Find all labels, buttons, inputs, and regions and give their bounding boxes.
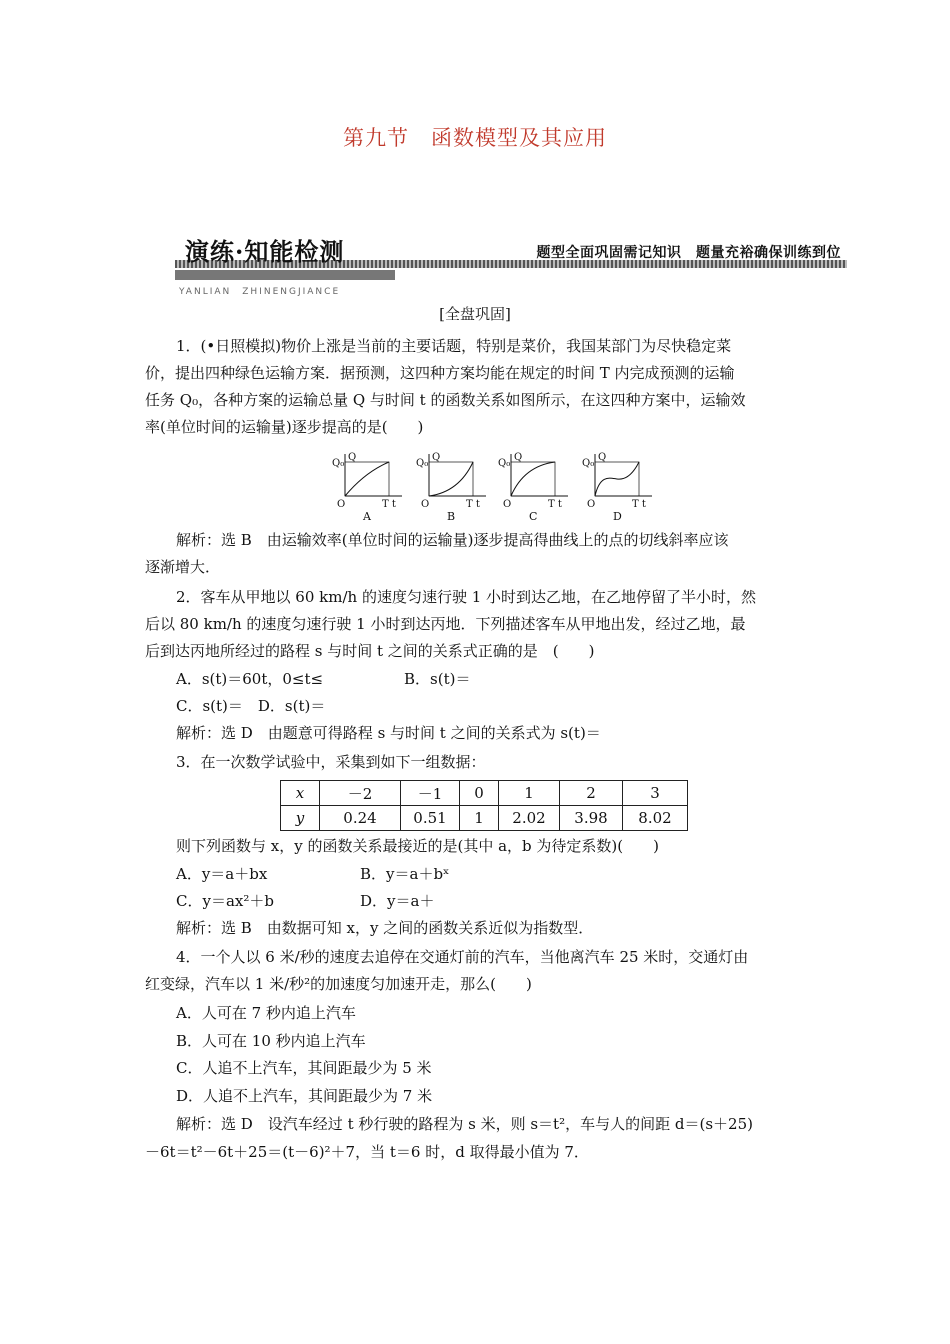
data-table [280,780,688,831]
graph-label: O [503,499,512,510]
q4-line: 4．一个人以 6 米/秒的速度去追停在交通灯前的汽车，当他离汽车 25 米时，交通灯由 [176,948,749,966]
banner-slogan: 题型全面巩固需记知识 题量充裕确保训练到位 [536,245,841,261]
q3-intro: 3．在一次数学试验中，采集到如下一组数据： [176,753,486,771]
graph-c [498,452,568,523]
graph-label: Q [348,452,357,463]
q2-option-b: B．s(t)＝ [404,670,471,688]
q4-answer: －6t＝t²－6t＋25＝(t－6)²＋7，当 t＝6 时，d 取得最小值为 7． [145,1143,589,1161]
graph-label: Q₀ [498,458,511,469]
table-cell: 3.98 [560,806,623,831]
table-cell: 8.02 [623,806,688,831]
table-cell: 2.02 [499,806,560,831]
q3-answer: 解析：选 B 由数据可知 x，y 之间的函数关系近似为指数型． [176,919,594,937]
q2-option-a: A．s(t)＝60t，0≤t≤ [176,670,324,688]
q4-option: A．人可在 7 秒内追上汽车 [176,1004,356,1022]
banner-subtitle: YANLIAN ZHINENGJIANCE [179,287,341,297]
q4-line: 红变绿，汽车以 1 米/秒²的加速度匀加速开走，那么( ) [145,975,532,993]
q1-answer: 解析：选 B 由运输效率(单位时间的运输量)逐步提高得曲线上的点的切线斜率应该 [176,531,729,549]
q3-option-a: A．y＝a＋bx [176,865,268,883]
table-cell: 0.24 [320,806,401,831]
graph-option: C [529,510,538,523]
q2-answer: 解析：选 D 由题意可得路程 s 与时间 t 之间的关系式为 s(t)＝ [176,724,601,742]
table-cell: －2 [320,781,401,806]
q3-option-d: D．y＝a＋ [360,892,435,910]
q2-line: 后到达丙地所经过的路程 s 与时间 t 之间的关系式正确的是 ( ) [145,642,595,660]
q4-option: D．人追不上汽车，其间距最少为 7 米 [176,1087,433,1105]
graph-label: Q [598,452,607,463]
graph-label: O [421,499,430,510]
q3-option-c: C．y＝ax²＋b [176,892,274,910]
q4-answer: 解析：选 D 设汽车经过 t 秒行驶的路程为 s 米，则 s＝t²，车与人的间距 d＝(s＋25) [176,1115,753,1133]
section-banner [175,230,847,297]
graph-option: A [363,510,371,523]
table-cell: －1 [401,781,460,806]
graph-label: T t [382,499,396,510]
table-cell: x [281,781,320,806]
q4-option: C．人追不上汽车，其间距最少为 5 米 [176,1059,432,1077]
graph-label: T t [548,499,562,510]
graph-label: Q₀ [332,458,345,469]
q1-line: 任务 Q₀，各种方案的运输总量 Q 与时间 t 的函数关系如图所示，在这四种方案中，运输效 [145,391,746,409]
banner-bar-dark [175,270,395,280]
q4-option: B．人可在 10 秒内追上汽车 [176,1032,366,1050]
q2-line: 2．客车从甲地以 60 km/h 的速度匀速行驶 1 小时到达乙地，在乙地停留了半小时，然 [176,588,757,606]
table-cell: 3 [623,781,688,806]
table-cell: 0 [460,781,499,806]
table-row [281,781,688,806]
q1-answer: 逐渐增大． [145,558,221,576]
graph-label: Q₀ [416,458,429,469]
graph-option: B [447,510,456,523]
graph-label: O [587,499,596,510]
q1-graphs [330,452,660,524]
graph-option: D [613,510,622,523]
graph-label: Q₀ [582,458,595,469]
table-cell: 0.51 [401,806,460,831]
table-cell: 2 [560,781,623,806]
page-title: 第九节 函数模型及其应用 [343,126,607,150]
table-cell: y [281,806,320,831]
banner-title: 演练·知能检测 [185,237,345,266]
graph-label: T t [466,499,480,510]
q3-question: 则下列函数与 x，y 的函数关系最接近的是(其中 a，b 为待定系数)( ) [176,837,659,855]
graph-b [416,452,486,523]
q3-option-b: B．y＝a＋bˣ [360,865,450,883]
q2-line: 后以 80 km/h 的速度匀速行驶 1 小时到达丙地．下列描述客车从甲地出发，经过乙地，最 [145,615,746,633]
q1-line: 率(单位时间的运输量)逐步提高的是( ) [145,418,424,436]
q2-option-cd: C．s(t)＝ D．s(t)＝ [176,697,326,715]
table-cell: 1 [499,781,560,806]
table-row [281,806,688,831]
q1-line: 1．(•日照模拟)物价上涨是当前的主要话题，特别是菜价，我国某部门为尽快稳定菜 [176,337,732,355]
graph-label: T t [632,499,646,510]
graph-label: Q [514,452,523,463]
graph-d [582,452,652,523]
graph-a [332,452,402,523]
section-heading: [全盘巩固] [439,305,511,323]
q1-line: 价，提出四种绿色运输方案．据预测，这四种方案均能在规定的时间 T 内完成预测的运输 [145,364,735,382]
graph-label: O [337,499,346,510]
graph-label: Q [432,452,441,463]
table-cell: 1 [460,806,499,831]
